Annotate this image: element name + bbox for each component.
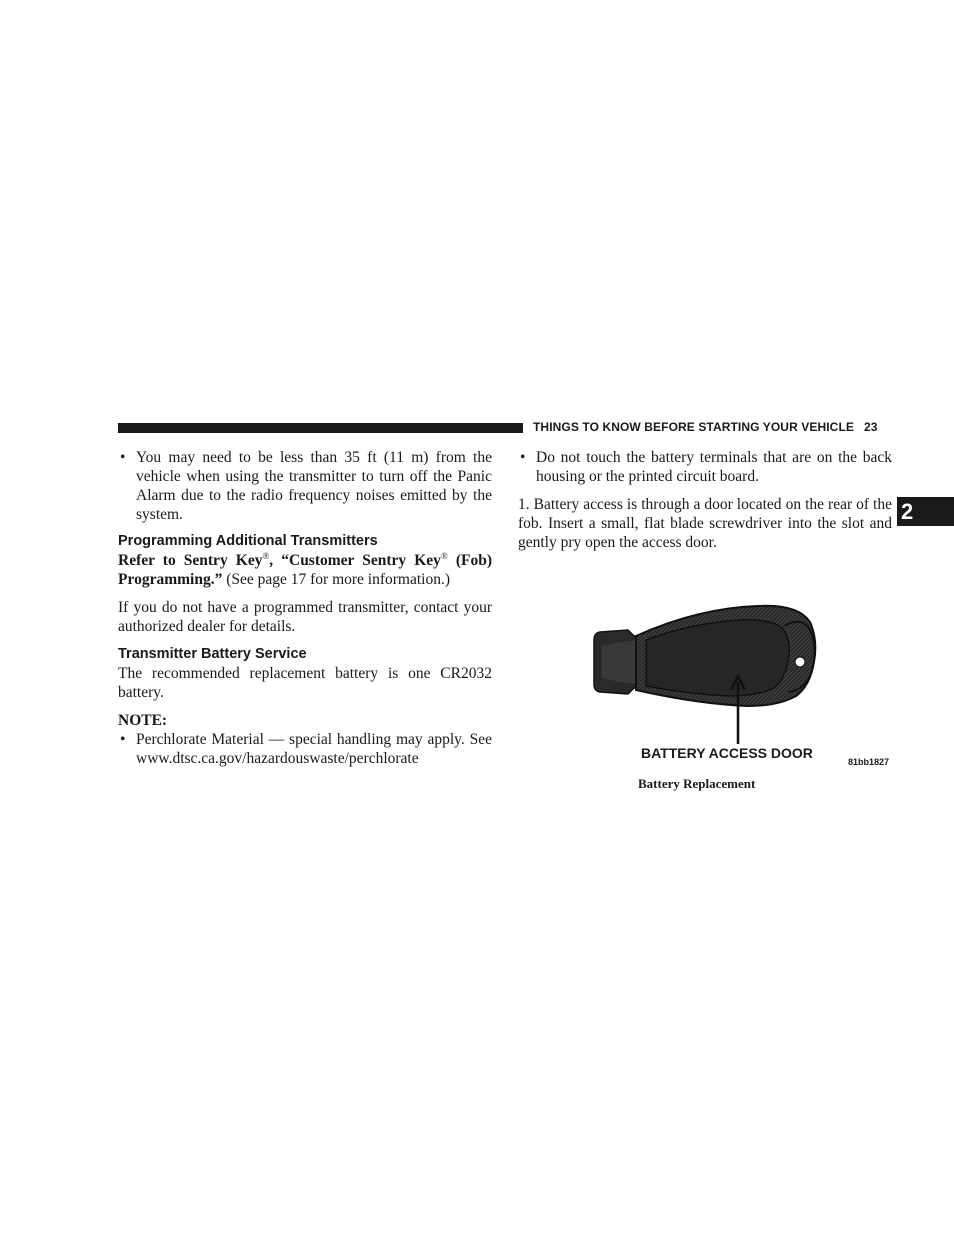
figure-code: 81bb1827 xyxy=(848,757,890,767)
bullet-dot: • xyxy=(520,449,526,466)
bullet-item xyxy=(518,448,892,486)
refer-paragraph xyxy=(118,551,492,589)
key-fob-figure xyxy=(588,600,898,780)
left-column xyxy=(118,448,492,768)
figure-caption: Battery Replacement xyxy=(638,776,756,791)
header-rule xyxy=(118,423,523,433)
bullet-item xyxy=(118,448,492,524)
note-label xyxy=(118,711,492,730)
paragraph-battery-access: 1. Battery access is through a door located on the rear of the fob. Insert a small, flat blade screwdriver into the slot and gently pry open the access door. xyxy=(518,496,892,551)
bullet-text: You may need to be less than 35 ft (11 m) from the vehicle when using the transmitter to turn off the Panic Alarm due to the radio frequency noises emitted by the system. xyxy=(136,449,492,523)
paragraph-dealer: If you do not have a programmed transmitter, contact your authorized dealer for details. xyxy=(118,599,492,635)
paragraph-battery-type: The recommended replacement battery is one CR2032 battery. xyxy=(118,665,492,701)
refer-bold-2: , “Customer Sentry Key xyxy=(269,552,441,569)
right-column xyxy=(518,448,892,552)
bullet-text: Do not touch the battery terminals that are on the back housing or the printed circuit board. xyxy=(536,449,892,485)
heading-battery-service: Transmitter Battery Service xyxy=(118,646,307,662)
note-label-text: NOTE: xyxy=(118,712,168,729)
running-header xyxy=(533,420,893,434)
header-title: THINGS TO KNOW BEFORE STARTING YOUR VEHICLE xyxy=(533,420,854,434)
registered-mark: ® xyxy=(440,550,448,561)
registered-mark: ® xyxy=(262,550,270,561)
bullet-dot: • xyxy=(120,731,126,748)
note-bullet-text: Perchlorate Material — special handling may apply. See www.dtsc.ca.gov/hazardouswaste/perchlorate xyxy=(136,731,492,767)
bullet-dot: • xyxy=(120,449,126,466)
refer-bold-3: (Fob) Programming.” xyxy=(118,552,492,588)
chapter-tab: 2 xyxy=(897,497,954,526)
heading-programming-transmitters: Programming Additional Transmitters xyxy=(118,533,378,549)
page-number: 23 xyxy=(863,420,878,434)
refer-page-ref: (See page 17 for more information.) xyxy=(222,571,451,588)
key-ring-hole xyxy=(795,657,805,667)
key-fob-illustration xyxy=(588,600,898,750)
figure-label: BATTERY ACCESS DOOR xyxy=(641,745,813,761)
note-bullet xyxy=(118,730,492,768)
refer-bold-1: Refer to Sentry Key xyxy=(118,552,263,569)
